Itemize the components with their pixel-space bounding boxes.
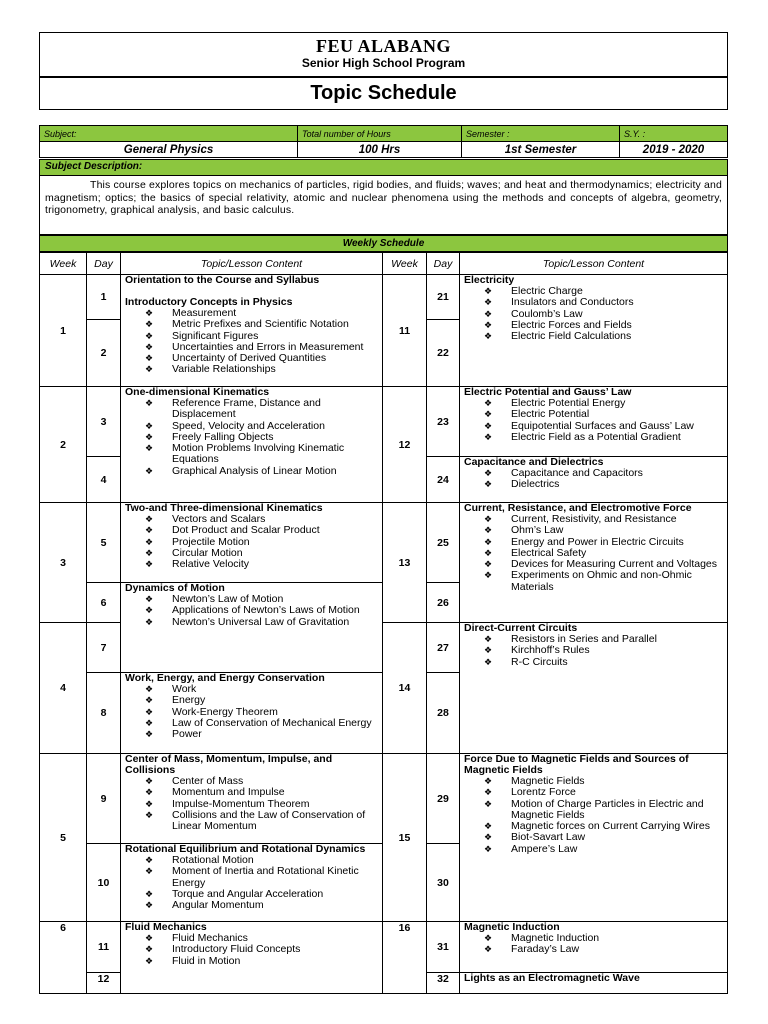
topic-cell	[460, 275, 728, 387]
day-cell: 32	[427, 973, 460, 994]
topic-item: ❖ Uncertainty of Derived Quantities	[125, 353, 378, 364]
day-cell: 5	[87, 503, 121, 583]
topic-item: ❖ Projectile Motion	[125, 537, 378, 548]
subject-info-table	[39, 125, 728, 158]
day-cell: 23	[427, 387, 460, 457]
topic-item: ❖ Energy and Power in Electric Circuits	[464, 537, 723, 548]
week-cell: 15	[383, 754, 427, 922]
topic-title: Work, Energy, and Energy Conservation	[125, 672, 325, 684]
week-cell: 4	[40, 623, 87, 754]
topic-item: ❖ Applications of Newton’s Laws of Motion	[125, 605, 378, 616]
day-cell: 10	[87, 844, 121, 922]
topic-title: Orientation to the Course and Syllabus	[125, 274, 320, 286]
day-cell: 2	[87, 320, 121, 387]
topic-item: ❖ R-C Circuits	[464, 657, 723, 668]
day-cell: 30	[427, 844, 460, 922]
day-cell: 21	[427, 275, 460, 320]
topic-item: ❖ Kirchhoff’s Rules	[464, 645, 723, 656]
hours-label: Total number of Hours	[298, 126, 462, 142]
topic-item: ❖ Motion Problems Involving Kinematic Equations	[125, 443, 378, 466]
day-cell: 24	[427, 457, 460, 503]
sy-value: 2019 - 2020	[620, 142, 728, 158]
topic-item: ❖ Coulomb’s Law	[464, 309, 723, 320]
week-cell: 1	[40, 275, 87, 387]
topic-item: ❖ Reference Frame, Distance and Displacement	[125, 398, 378, 421]
description-label: Subject Description:	[40, 160, 727, 176]
topic-cell	[121, 673, 383, 754]
topic-cell	[121, 387, 383, 503]
description-text: This course explores topics on mechanics of particles, rigid bodies, and fluids; waves; and heat and thermodynamics; electricity and magnetism; optics; the basics of special relativity, atomic and nuclear phenomena using the methods and concepts of algebra, geometry, trigonometry, graphical analysis, and basic calculus.	[45, 179, 722, 216]
topic-cell	[121, 583, 383, 673]
topic-item: ❖ Angular Momentum	[125, 900, 378, 911]
topic-item: ❖ Torque and Angular Acceleration	[125, 889, 378, 900]
topic-item: ❖ Electric Potential	[464, 409, 723, 420]
col-content: Topic/Lesson Content	[121, 253, 383, 275]
day-cell: 1	[87, 275, 121, 320]
topic-item: ❖ Rotational Motion	[125, 855, 378, 866]
col-content-2: Topic/Lesson Content	[460, 253, 728, 275]
subject-value: General Physics	[40, 142, 298, 158]
topic-cell	[460, 623, 728, 754]
topic-title: Two-and Three-dimensional Kinematics	[125, 502, 323, 514]
topic-title: Direct-Current Circuits	[464, 622, 578, 634]
topic-item: ❖ Dot Product and Scalar Product	[125, 525, 378, 536]
program-name: Senior High School Program	[301, 56, 466, 70]
col-day: Day	[87, 253, 121, 275]
day-cell: 6	[87, 583, 121, 623]
week-cell: 13	[383, 503, 427, 623]
day-cell: 8	[87, 673, 121, 754]
week-cell: 6	[40, 922, 87, 994]
topic-item: ❖ Fluid Mechanics	[125, 933, 378, 944]
topic-item: ❖ Significant Figures	[125, 331, 378, 342]
topic-item: ❖ Magnetic Induction	[464, 933, 723, 944]
topic-item: ❖ Circular Motion	[125, 548, 378, 559]
week-cell: 14	[383, 623, 427, 754]
week-cell: 3	[40, 503, 87, 623]
topic-cell	[121, 844, 383, 922]
week-cell: 12	[383, 387, 427, 503]
topic-item: ❖ Electric Forces and Fields	[464, 320, 723, 331]
semester-label: Semester :	[462, 126, 620, 142]
school-header	[39, 32, 728, 77]
topic-item: ❖ Magnetic forces on Current Carrying Wires	[464, 821, 723, 832]
topic-title: Capacitance and Dielectrics	[464, 456, 604, 468]
day-cell: 27	[427, 623, 460, 673]
topic-item: ❖ Speed, Velocity and Acceleration	[125, 421, 378, 432]
topic-cell	[460, 387, 728, 457]
topic-item: ❖ Capacitance and Capacitors	[464, 468, 723, 479]
col-day-2: Day	[427, 253, 460, 275]
topic-item: ❖ Freely Falling Objects	[125, 432, 378, 443]
topic-title: Fluid Mechanics	[125, 921, 207, 933]
topic-title: Dynamics of Motion	[125, 582, 225, 594]
day-cell: 11	[87, 922, 121, 973]
day-cell: 25	[427, 503, 460, 583]
topic-item: ❖ Power	[125, 729, 378, 740]
topic-item: ❖ Graphical Analysis of Linear Motion	[125, 466, 378, 477]
topic-item: ❖ Center of Mass	[125, 776, 378, 787]
day-cell: 4	[87, 457, 121, 503]
subject-label: Subject:	[40, 126, 298, 142]
day-cell: 28	[427, 673, 460, 754]
topic-title: Introductory Concepts in Physics	[125, 296, 293, 308]
hours-value: 100 Hrs	[298, 142, 462, 158]
col-week-2: Week	[383, 253, 427, 275]
topic-title: Magnetic Induction	[464, 921, 560, 933]
title-box	[39, 77, 728, 110]
topic-item: ❖ Electric Field Calculations	[464, 331, 723, 342]
topic-item: ❖ Variable Relationships	[125, 364, 378, 375]
topic-title: Electricity	[464, 274, 515, 286]
topic-item: ❖ Work-Energy Theorem	[125, 707, 378, 718]
school-name: FEU ALABANG	[315, 36, 451, 56]
topic-item: ❖ Experiments on Ohmic and non-Ohmic Materials	[464, 570, 723, 593]
weekly-schedule-title: Weekly Schedule	[39, 235, 728, 252]
topic-item: ❖ Moment of Inertia and Rotational Kinetic Energy	[125, 866, 378, 889]
day-cell: 3	[87, 387, 121, 457]
topic-cell	[460, 973, 728, 994]
week-cell: 2	[40, 387, 87, 503]
day-cell: 12	[87, 973, 121, 994]
topic-title: Current, Resistance, and Electromotive Force	[464, 502, 692, 514]
topic-item: ❖ Resistors in Series and Parallel	[464, 634, 723, 645]
topic-title: Force Due to Magnetic Fields and Sources of Magnetic Fields	[464, 753, 689, 776]
topic-title: One-dimensional Kinematics	[125, 386, 270, 398]
topic-item: ❖ Equipotential Surfaces and Gauss’ Law	[464, 421, 723, 432]
day-cell: 7	[87, 623, 121, 673]
topic-item: ❖ Momentum and Impulse	[125, 787, 378, 798]
topic-item: ❖ Devices for Measuring Current and Voltages	[464, 559, 723, 570]
semester-value: 1st Semester	[462, 142, 620, 158]
topic-title: Center of Mass, Momentum, Impulse, and Collisions	[125, 753, 333, 776]
week-cell: 16	[383, 922, 427, 994]
topic-cell	[460, 457, 728, 503]
topic-item: ❖ Fluid in Motion	[125, 956, 378, 967]
topic-item: ❖ Ohm’s Law	[464, 525, 723, 536]
topic-item: ❖ Introductory Fluid Concepts	[125, 944, 378, 955]
topic-item: ❖ Newton’s Universal Law of Gravitation	[125, 617, 378, 628]
subject-description	[39, 159, 728, 235]
topic-title: Rotational Equilibrium and Rotational Dynamics	[125, 843, 366, 855]
topic-title: Electric Potential and Gauss’ Law	[464, 386, 632, 398]
topic-item: ❖ Relative Velocity	[125, 559, 378, 570]
weekly-schedule-table	[39, 252, 728, 994]
topic-item: ❖ Electric Potential Energy	[464, 398, 723, 409]
topic-item: ❖ Uncertainties and Errors in Measurement	[125, 342, 378, 353]
day-cell: 31	[427, 922, 460, 973]
page-title: Topic Schedule	[310, 82, 457, 104]
topic-item: ❖ Law of Conservation of Mechanical Energy	[125, 718, 378, 729]
day-cell: 26	[427, 583, 460, 623]
day-cell: 22	[427, 320, 460, 387]
topic-item: ❖ Collisions and the Law of Conservation of Linear Momentum	[125, 810, 378, 833]
day-cell: 9	[87, 754, 121, 844]
topic-cell	[121, 754, 383, 844]
topic-item: ❖ Motion of Charge Particles in Electric and Magnetic Fields	[464, 799, 723, 822]
topic-item: ❖ Impulse-Momentum Theorem	[125, 799, 378, 810]
topic-item: ❖ Faraday’s Law	[464, 944, 723, 955]
topic-cell	[460, 754, 728, 922]
topic-cell	[460, 922, 728, 973]
topic-item: ❖ Work	[125, 684, 378, 695]
topic-cell	[121, 922, 383, 994]
topic-cell	[121, 275, 383, 387]
topic-cell	[460, 503, 728, 623]
topic-item: ❖ Electric Field as a Potential Gradient	[464, 432, 723, 443]
topic-item: ❖ Insulators and Conductors	[464, 297, 723, 308]
topic-item: ❖ Newton’s Law of Motion	[125, 594, 378, 605]
topic-item: ❖ Magnetic Fields	[464, 776, 723, 787]
week-cell: 11	[383, 275, 427, 387]
topic-item: ❖ Energy	[125, 695, 378, 706]
topic-cell	[121, 503, 383, 583]
sy-label: S.Y. :	[620, 126, 728, 142]
topic-item: ❖ Dielectrics	[464, 479, 723, 490]
topic-item: ❖ Biot-Savart Law	[464, 832, 723, 843]
topic-title: Lights as an Electromagnetic Wave	[464, 972, 640, 984]
topic-item: ❖ Current, Resistivity, and Resistance	[464, 514, 723, 525]
topic-item: ❖ Lorentz Force	[464, 787, 723, 798]
topic-item: ❖ Electrical Safety	[464, 548, 723, 559]
topic-item: ❖ Electric Charge	[464, 286, 723, 297]
topic-item: ❖ Measurement	[125, 308, 378, 319]
topic-item: ❖ Metric Prefixes and Scientific Notation	[125, 319, 378, 330]
week-cell: 5	[40, 754, 87, 922]
topic-item: ❖ Ampere’s Law	[464, 844, 723, 855]
topic-item: ❖ Vectors and Scalars	[125, 514, 378, 525]
col-week: Week	[40, 253, 87, 275]
day-cell: 29	[427, 754, 460, 844]
